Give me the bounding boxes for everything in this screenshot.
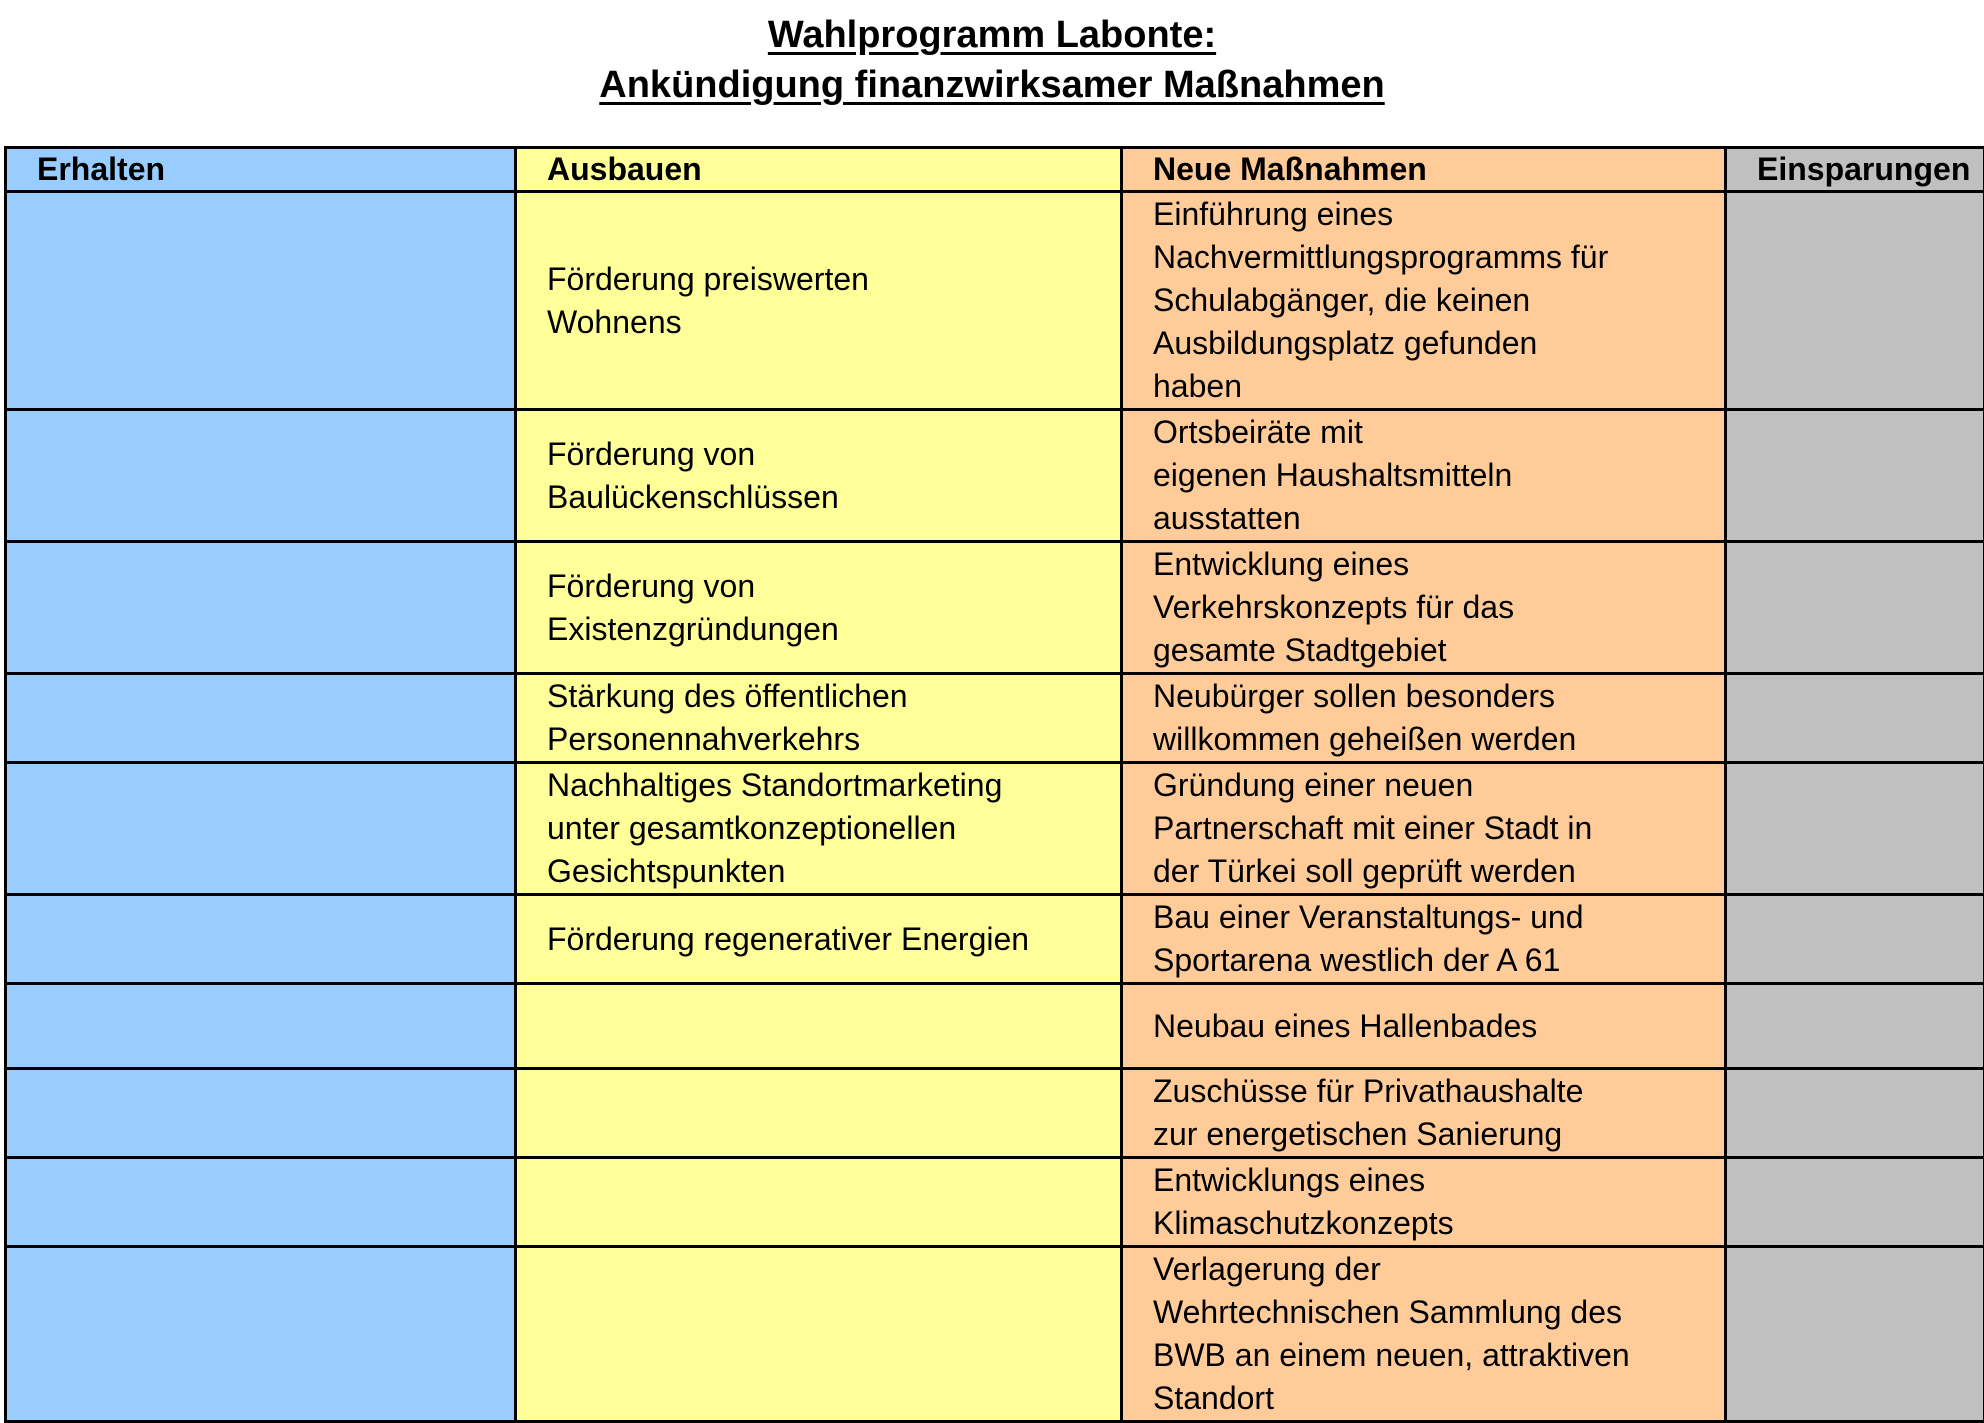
cell-erhalten: [6, 895, 516, 984]
table-row: [6, 674, 1984, 763]
cell-erhalten: [6, 192, 516, 410]
title-line-2: Ankündigung finanzwirksamer Maßnahmen: [0, 60, 1984, 110]
header-row: [6, 148, 1984, 192]
cell-ausbauen: Nachhaltiges Standortmarketing unter gesamtkonzeptionellen Gesichtspunkten: [516, 763, 1122, 895]
cell-einsparungen: [1726, 1069, 1984, 1158]
cell-erhalten: [6, 1158, 516, 1247]
cell-erhalten: [6, 1069, 516, 1158]
cell-neue-massnahmen: Ortsbeiräte mit eigenen Haushaltsmitteln ausstatten: [1122, 410, 1726, 542]
measures-table: [4, 146, 1984, 1423]
table-row: [6, 1247, 1984, 1422]
table-row: [6, 984, 1984, 1069]
cell-ausbauen: Förderung von Existenzgründungen: [516, 542, 1122, 674]
cell-einsparungen: [1726, 1247, 1984, 1422]
cell-ausbauen: [516, 1069, 1122, 1158]
cell-erhalten: [6, 674, 516, 763]
cell-neue-massnahmen: Entwicklungs eines Klimaschutzkonzepts: [1122, 1158, 1726, 1247]
header-einsparungen: Einsparungen: [1726, 148, 1984, 192]
cell-ausbauen: Förderung preiswerten Wohnens: [516, 192, 1122, 410]
cell-erhalten: [6, 984, 516, 1069]
cell-einsparungen: [1726, 984, 1984, 1069]
header-ausbauen: Ausbauen: [516, 148, 1122, 192]
cell-ausbauen: [516, 1247, 1122, 1422]
cell-erhalten: [6, 542, 516, 674]
cell-einsparungen: [1726, 542, 1984, 674]
cell-neue-massnahmen: Neubürger sollen besonders willkommen geheißen werden: [1122, 674, 1726, 763]
cell-neue-massnahmen: Gründung einer neuen Partnerschaft mit einer Stadt in der Türkei soll geprüft werden: [1122, 763, 1726, 895]
table-row: [6, 410, 1984, 542]
cell-ausbauen: [516, 984, 1122, 1069]
cell-neue-massnahmen: Entwicklung eines Verkehrskonzepts für das gesamte Stadtgebiet: [1122, 542, 1726, 674]
cell-einsparungen: [1726, 410, 1984, 542]
table-row: [6, 763, 1984, 895]
table-row: [6, 1158, 1984, 1247]
cell-ausbauen: [516, 1158, 1122, 1247]
cell-einsparungen: [1726, 763, 1984, 895]
cell-neue-massnahmen: Zuschüsse für Privathaushalte zur energetischen Sanierung: [1122, 1069, 1726, 1158]
document-title: [0, 10, 1984, 110]
cell-erhalten: [6, 763, 516, 895]
cell-einsparungen: [1726, 1158, 1984, 1247]
cell-einsparungen: [1726, 192, 1984, 410]
table-row: [6, 542, 1984, 674]
header-neue-massnahmen: Neue Maßnahmen: [1122, 148, 1726, 192]
cell-einsparungen: [1726, 674, 1984, 763]
header-erhalten: Erhalten: [6, 148, 516, 192]
cell-neue-massnahmen: Verlagerung der Wehrtechnischen Sammlung des BWB an einem neuen, attraktiven Standort: [1122, 1247, 1726, 1422]
cell-neue-massnahmen: Neubau eines Hallenbades: [1122, 984, 1726, 1069]
table-row: [6, 1069, 1984, 1158]
title-line-1: Wahlprogramm Labonte:: [0, 10, 1984, 60]
cell-erhalten: [6, 1247, 516, 1422]
table-row: [6, 192, 1984, 410]
cell-ausbauen: Stärkung des öffentlichen Personennahverkehrs: [516, 674, 1122, 763]
cell-einsparungen: [1726, 895, 1984, 984]
cell-ausbauen: Förderung von Baulückenschlüssen: [516, 410, 1122, 542]
cell-erhalten: [6, 410, 516, 542]
table-row: [6, 895, 1984, 984]
cell-neue-massnahmen: Einführung eines Nachvermittlungsprogramms für Schulabgänger, die keinen Ausbildungsplatz gefunden haben: [1122, 192, 1726, 410]
cell-neue-massnahmen: Bau einer Veranstaltungs- und Sportarena westlich der A 61: [1122, 895, 1726, 984]
cell-ausbauen: Förderung regenerativer Energien: [516, 895, 1122, 984]
